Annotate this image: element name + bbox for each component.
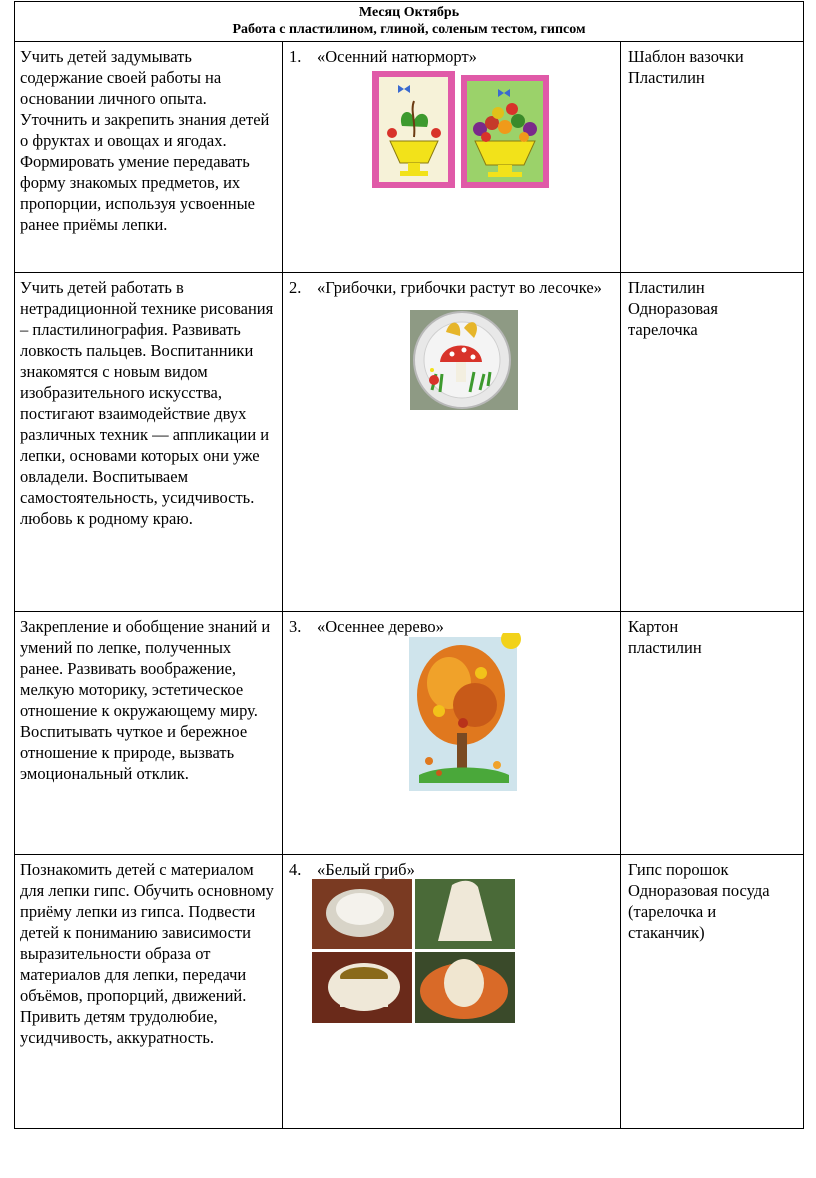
material-item: Пластилин bbox=[628, 68, 705, 87]
goals-text: Закрепление и обобщение знаний и умений по лепке, полученных ранее. Развивать воображение, мелкую моторику, эстетическое отношение к окружающему миру. Воспитывать чуткое и бережное отношение к природе, вызвать эмоциональный отклик. bbox=[20, 617, 271, 783]
material-item: Гипс порошок bbox=[628, 860, 729, 879]
topic-title: «Грибочки, грибочки растут во лесочке» bbox=[317, 278, 602, 297]
material-item: (тарелочка и bbox=[628, 902, 717, 921]
goals-cell bbox=[15, 612, 283, 855]
goals-text: Привить детям трудолюбие, усидчивость, аккуратность. bbox=[20, 1007, 218, 1047]
topic-number: 4. bbox=[289, 860, 302, 879]
goals-text: Познакомить детей с материалом для лепки гипс. Обучить основному приёму лепки из гипса. Подвести детей к пониманию зависимости выразительности образа от материалов для лепки, передачи объёмов, пропорций, движений. bbox=[20, 860, 274, 1005]
table-row bbox=[15, 42, 804, 273]
lesson-plan-table bbox=[14, 1, 804, 1129]
section-title: Работа с пластилином, глиной, соленым тестом, гипсом bbox=[232, 22, 586, 37]
mushroom-plate-craft-icon bbox=[410, 310, 518, 410]
material-item: Пластилин bbox=[628, 278, 705, 297]
goals-cell bbox=[15, 42, 283, 273]
plaster-mushroom-photo-icon bbox=[312, 879, 515, 1023]
goals-text: Учить детей задумывать содержание своей работы на основании личного опыта. Уточнить и закрепить знания детей о фруктах и овощах и ягодах. bbox=[20, 47, 270, 150]
goals-cell bbox=[15, 855, 283, 1129]
topic-cell bbox=[283, 42, 621, 273]
topic-title: «Осенний натюрморт» bbox=[317, 47, 477, 66]
goals-text: Учить детей работать в нетрадиционной технике рисования – пластилинография. Развивать ловкость пальцев. Воспитанники знакомятся с новым видом изобразительного искусства, постигают взаимодействие двух различных техник — аппликации и лепки, основами которых они уже овладели. Воспитываем самостоятельность, усидчивость. любовь к родному краю. bbox=[20, 278, 274, 528]
material-item: Шаблон вазочки bbox=[628, 47, 744, 66]
material-item: пластилин bbox=[628, 638, 702, 657]
topic-number: 3. bbox=[289, 617, 302, 636]
topic-cell bbox=[283, 612, 621, 855]
autumn-tree-craft-icon bbox=[409, 633, 521, 791]
material-item: тарелочка bbox=[628, 320, 698, 339]
topic-cell bbox=[283, 855, 621, 1129]
material-item: стаканчик) bbox=[628, 923, 705, 942]
topic-cell bbox=[283, 273, 621, 612]
material-item: Картон bbox=[628, 617, 679, 636]
materials-cell bbox=[621, 855, 804, 1129]
goals-text: Формировать умение передавать форму знакомых предметов, их пропорции, используя усвоенные ранее приёмы лепки. bbox=[20, 152, 255, 234]
table-header bbox=[15, 2, 804, 42]
topic-title: «Белый гриб» bbox=[317, 860, 415, 879]
topic-number: 2. bbox=[289, 278, 302, 297]
table-row bbox=[15, 612, 804, 855]
topic-number: 1. bbox=[289, 47, 302, 66]
table-row bbox=[15, 273, 804, 612]
materials-cell bbox=[621, 273, 804, 612]
material-item: Одноразовая посуда bbox=[628, 881, 770, 900]
month-title: Месяц Октябрь bbox=[358, 5, 460, 20]
table-header-row bbox=[15, 2, 804, 42]
materials-cell bbox=[621, 612, 804, 855]
topic-title: «Осеннее дерево» bbox=[317, 617, 444, 636]
material-item: Одноразовая bbox=[628, 299, 718, 318]
table-row bbox=[15, 855, 804, 1129]
still-life-craft-icon bbox=[372, 71, 552, 191]
goals-cell bbox=[15, 273, 283, 612]
materials-cell bbox=[621, 42, 804, 273]
